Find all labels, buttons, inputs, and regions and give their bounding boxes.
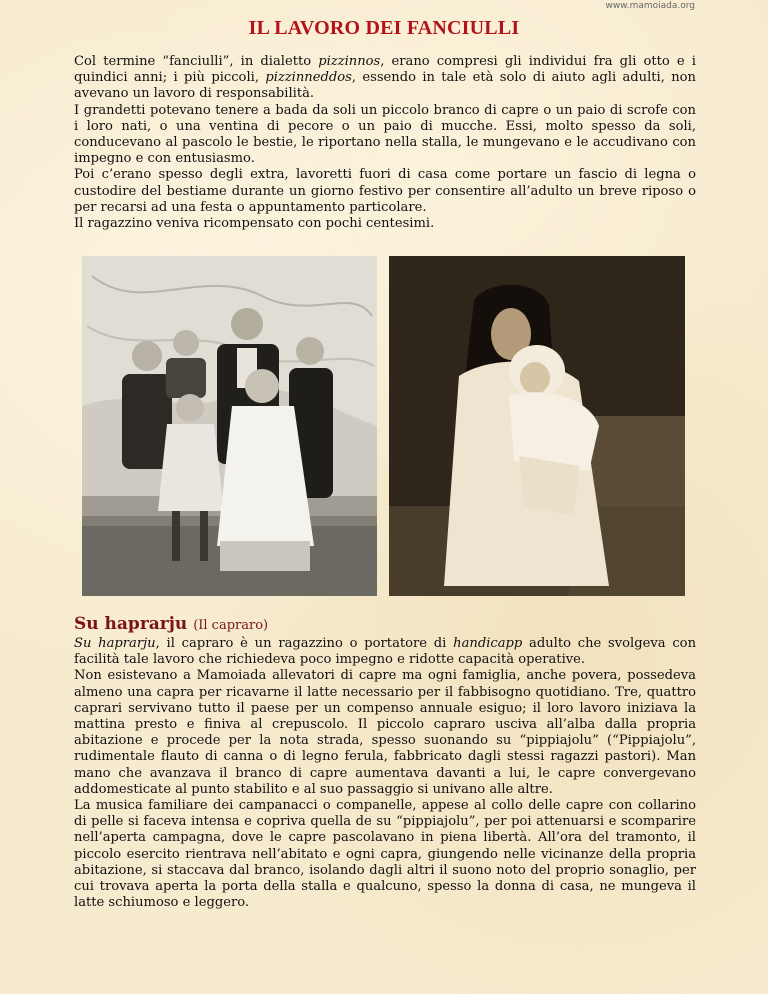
italic-term: handicapp [453, 636, 523, 651]
children-group-photo-art [82, 256, 377, 596]
page-title: IL LAVORO DEI FANCIULLI [248, 17, 520, 39]
intro-paragraph-3: Poi c’erano spesso degli extra, lavoretti fuori di casa come portare un fascio di legna o custodire del bestiame durante un giorno festivo per consentire all’adulto un breve riposo o per recarsi ad una festa o appuntamento particolare. [74, 167, 696, 215]
intro-paragraph-4: Il ragazzino veniva ricompensato con pochi centesimi. [74, 216, 435, 232]
woman-with-baby-photo [389, 256, 685, 596]
children-group-photo [82, 256, 377, 596]
intro-paragraph-2: I grandetti potevano tenere a bada da soli un piccolo branco di capre o un paio di scrofe con i loro nati, o una ventina di pecore o un paio di mucche. Essi, molto spesso da soli, conducevano al pascolo le bestie, le riportano nella stalla, le mungevano e le accudivano con impegno e con entusiasmo. [74, 102, 696, 167]
text-span: , erano compresi gli individui fra gli otto e i quindici anni; i più piccoli, [74, 54, 696, 86]
section-paragraph-2: Non esistevano a Mamoiada allevatori di capre ma ogni famiglia, anche povera, possedeva almeno una capra per ricavarne il latte necessario per il fabbisogno quotidiano. Tre, quattro caprari servivano tutto il paese per un compenso annuale esiguo; il loro lavoro iniziava la mattina presto e finiva al crepuscolo. Il piccolo capraro usciva all’alba dalla propria abitazione e procede per la nota strada, spesso suonando su “pippiajolu” (“Pippiajolu”, rudimentale flauto di canna o di legno ferula, fabbricato dagli stessi ragazzi pastori). Man mano che avanzava il branco di capre aumentava davanti a lui, le capre convergevano addomesticate al punto stabilito e al suo passaggio si univano alle altre. [74, 668, 696, 797]
section-paragraph-1 [74, 636, 696, 668]
section-subtitle: (Il capraro) [193, 618, 269, 633]
dialect-term: pizzinnos [318, 54, 381, 69]
section-heading [74, 614, 268, 634]
text-span: Col termine “fanciulli”, in dialetto [74, 54, 319, 69]
woman-with-baby-photo-art [389, 256, 685, 596]
text-span: adulto che svolgeva con facilità tale lavoro che richiedeva poco impegno e ridotte capacità operative. [74, 636, 696, 668]
dialect-term: Su haprarju [74, 636, 156, 651]
section-paragraph-3: La musica familiare dei campanacci o companelle, appese al collo delle capre con collarino di pelle si faceva intensa e copriva quella de su “pippiajolu”, per poi attenuarsi e scomparire nell’aperta campagna, dove le capre pascolavano in piena libertà. All’ora del tramonto, il piccolo esercito rientrava nell’abitato e ogni capra, giungendo nelle vicinanze della propria abitazione, si staccava dal branco, isolando dagli altri il suono noto del proprio sonaglio, per cui trovava aperta la porta della stalla e qualcuno, spesso la donna di casa, ne mungeva il latte schiumoso e leggero. [74, 798, 696, 911]
intro-text [74, 54, 696, 232]
section-title: Su haprarju [74, 614, 188, 634]
dialect-term: pizzinneddos [265, 70, 352, 86]
text-span: , essendo in tale età solo di aiuto agli adulti, non avevano un lavoro di responsabilità. [74, 70, 696, 102]
intro-paragraph-1 [74, 54, 696, 103]
text-span: , il capraro è un ragazzino o portatore di [155, 636, 454, 651]
site-url: www.mamoiada.org [605, 1, 695, 11]
section-text [74, 636, 696, 911]
